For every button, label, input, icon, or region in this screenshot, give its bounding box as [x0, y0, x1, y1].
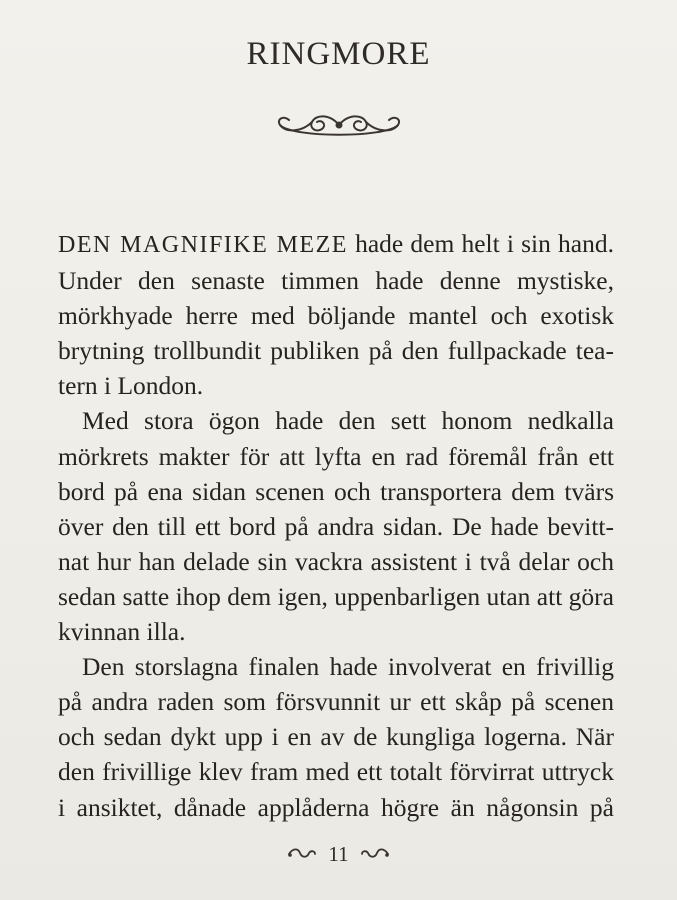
text-line: nat hur han delade sin vackra assistent i två delar och [58, 546, 614, 576]
scroll-flourish-icon [272, 106, 406, 144]
text-line: på andra raden som försvunnit ur ett skåp på scenen [58, 687, 614, 717]
text-line: mörkhyade herre med böljande mantel och exotisk [58, 301, 614, 331]
text-line: över den till ett bord på andra sidan. De hade bevitt- [58, 511, 614, 541]
text-line: mörkrets makter för att lyfta en rad föremål från ett [58, 441, 614, 471]
text-line-continuation: hade dem helt i sin hand. [347, 229, 614, 258]
chapter-title: RINGMORE [246, 36, 431, 72]
left-flourish-icon [287, 847, 317, 861]
text-line: kvinnan illa. [58, 617, 186, 647]
text-line: och sedan dykt upp i en av de kungliga logerna. När [58, 722, 614, 752]
text-line: bord på ena sidan scenen och transportera dem tvärs [58, 476, 614, 506]
text-line: brytning trollbundit publiken på den fullpackade tea- [58, 336, 614, 366]
text-line: sedan satte ihop dem igen, uppenbarligen utan att göra [58, 581, 614, 611]
text-line: tern i London. [58, 371, 204, 401]
text-line: Med stora ögon hade den sett honom nedkalla [82, 406, 614, 436]
right-flourish-icon [360, 847, 390, 861]
lead-in-smallcaps: DEN MAGNIFIKE MEZE [58, 232, 348, 258]
page-footer [0, 840, 677, 867]
text-line [58, 226, 614, 263]
text-line: Under den senaste timmen hade denne mystiske, [58, 266, 614, 296]
body-text [58, 226, 614, 825]
text-line: Den storslagna finalen hade involverat en frivillig [82, 652, 614, 682]
page-number: 11 [328, 841, 349, 866]
text-line: den frivillige klev fram med ett totalt förvirrat uttryck [58, 757, 614, 787]
text-line: i ansiktet, dånade applåderna högre än någonsin på [58, 792, 614, 822]
